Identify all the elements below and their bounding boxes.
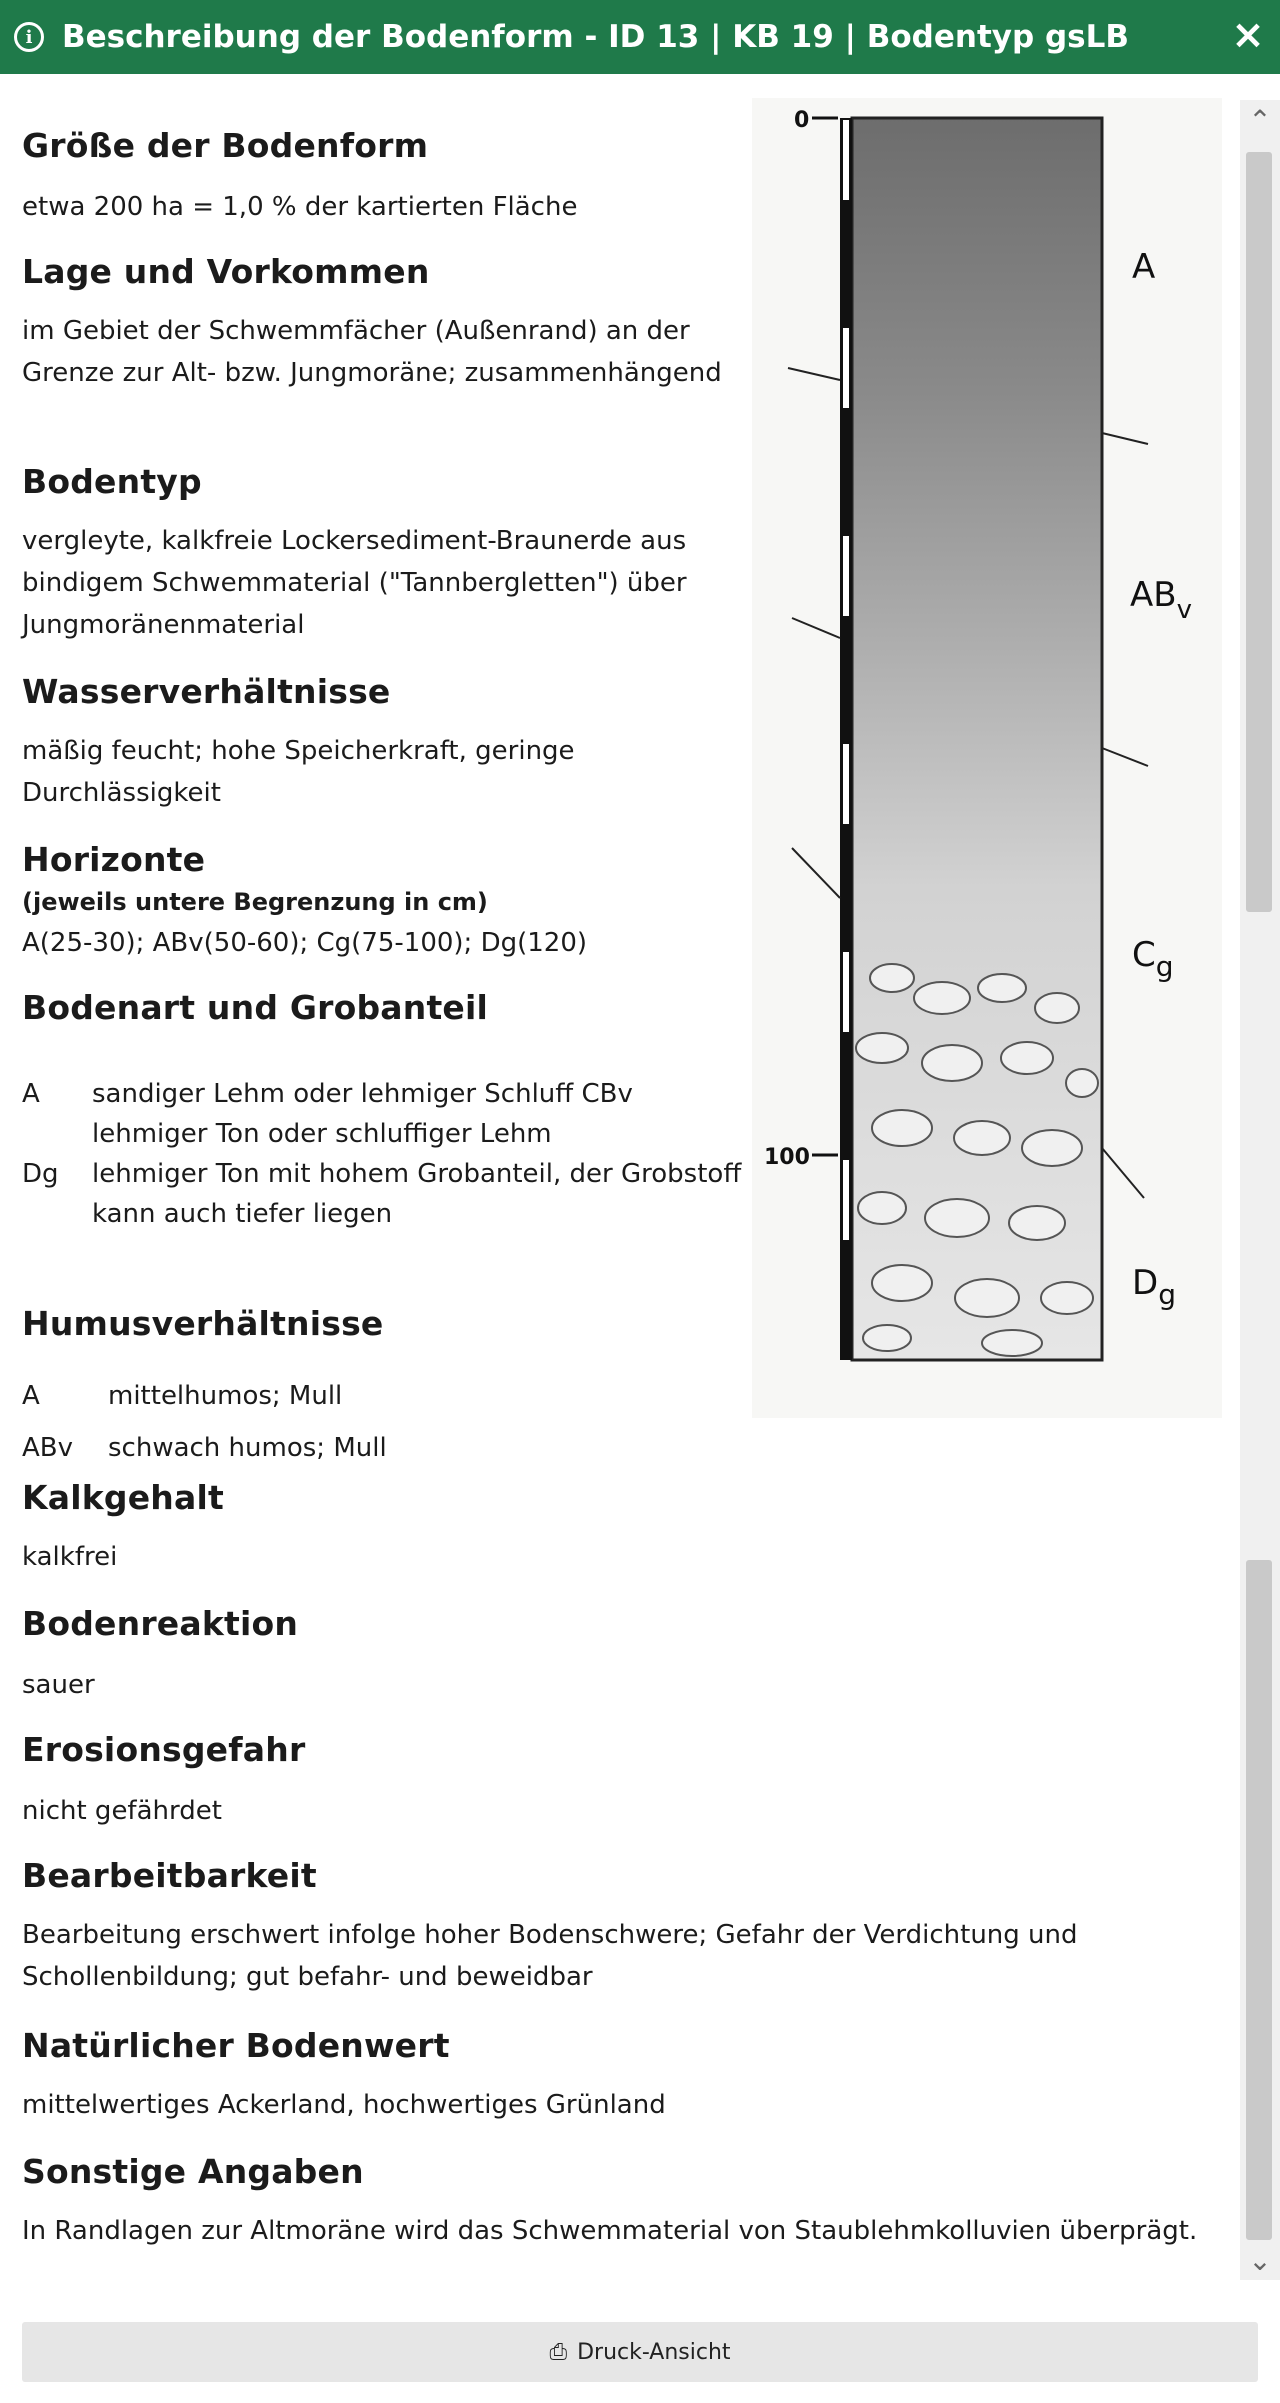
content-scrollbar[interactable] [1240,100,1280,2280]
scroll-down-icon[interactable]: ⌄ [1248,2243,1272,2277]
heading-bearbeit: Bearbeitbarkeit [22,1856,317,1895]
horizon-label-dg-sub: g [1158,1278,1176,1311]
text-horizonte: A(25-30); ABv(50-60); Cg(75-100); Dg(120) [22,928,588,958]
row-value: mittelhumos; Mull [108,1381,343,1411]
heading-erosion: Erosionsgefahr [22,1730,306,1769]
text-lage: im Gebiet der Schwemmfächer (Außenrand) an der Grenze zur Alt- bzw. Jungmoräne; zusammenhängend [22,316,722,388]
text-bodenwert: mittelwertiges Ackerland, hochwertiges Grünland [22,2090,666,2120]
row-value: lehmiger Ton mit hohem Grobanteil, der Grobstoff kann auch tiefer liegen [92,1159,742,1229]
bodenart-table [22,1074,742,1234]
heading-bodenwert: Natürlicher Bodenwert [22,2026,450,2065]
printer-icon: ⎙ [549,2339,568,2365]
table-row [22,1154,742,1234]
row-value: schwach humos; Mull [108,1433,387,1463]
row-key: A [22,1381,40,1411]
heading-bodentyp: Bodentyp [22,462,202,501]
heading-sonstige: Sonstige Angaben [22,2152,364,2191]
row-key: ABv [22,1433,74,1463]
horizon-label-abv-sub: v [1176,595,1192,625]
heading-groesse: Größe der Bodenform [22,126,429,165]
print-view-label: Druck-Ansicht [577,2339,731,2365]
humus-table [22,1370,742,1474]
row-value: sandiger Lehm oder lehmiger Schluff CBv lehmiger Ton oder schluffiger Lehm [92,1079,633,1149]
text-sonstige: In Randlagen zur Altmoräne wird das Schwemmaterial von Staublehmkolluvien überprägt. [22,2216,1198,2246]
soil-profile-drawing [752,98,1222,1418]
heading-bodenart: Bodenart und Grobanteil [22,988,489,1027]
horizon-label-cg-main: C [1132,935,1156,975]
scale-label-0: 0 [794,108,810,133]
horizon-label-dg-main: D [1132,1263,1159,1303]
text-erosion: nicht gefährdet [22,1796,222,1826]
heading-reaktion: Bodenreaktion [22,1604,299,1643]
soil-column [852,118,1102,1360]
dialog-titlebar [0,0,1280,74]
heading-humus: Humusverhältnisse [22,1304,384,1343]
scale-label-100: 100 [764,1145,810,1170]
subheading-horizonte: (jeweils untere Begrenzung in cm) [22,888,488,916]
horizon-label-a: A [1132,247,1156,287]
scrollbar-thumb[interactable] [1246,152,1272,912]
text-bodentyp: vergleyte, kalkfreie Lockersediment-Braunerde aus bindigem Schwemmaterial ("Tannbergletten") über Jungmoränenmaterial [22,526,687,640]
heading-lage: Lage und Vorkommen [22,252,430,291]
row-key: Dg [22,1159,59,1189]
text-wasser: mäßig feucht; hohe Speicherkraft, geringe Durchlässigkeit [22,736,575,808]
horizon-label-abv-main: AB [1130,575,1177,615]
table-row [22,1370,742,1422]
dialog-title: Beschreibung der Bodenform - ID 13 | KB 19 | Bodentyp gsLB [62,19,1129,55]
row-key: A [22,1079,40,1109]
close-icon[interactable]: × [1231,12,1265,58]
text-reaktion: sauer [22,1670,95,1700]
text-kalk: kalkfrei [22,1542,118,1572]
text-bearbeit: Bearbeitung erschwert infolge hoher Bodenschwere; Gefahr der Verdichtung und Schollenbildung; gut befahr- und beweidbar [22,1920,1078,1992]
table-row [22,1422,742,1474]
horizon-label-cg-sub: g [1155,950,1174,983]
info-icon: i [14,22,44,52]
table-row [22,1074,742,1154]
heading-kalk: Kalkgehalt [22,1478,224,1517]
heading-wasser: Wasserverhältnisse [22,672,391,711]
scroll-up-icon[interactable]: ⌃ [1248,103,1272,137]
text-groesse: etwa 200 ha = 1,0 % der kartierten Fläche [22,192,578,222]
scrollbar-thumb-lower[interactable] [1246,1560,1272,2240]
print-view-button[interactable] [22,2322,1258,2382]
heading-horizonte: Horizonte [22,840,206,879]
